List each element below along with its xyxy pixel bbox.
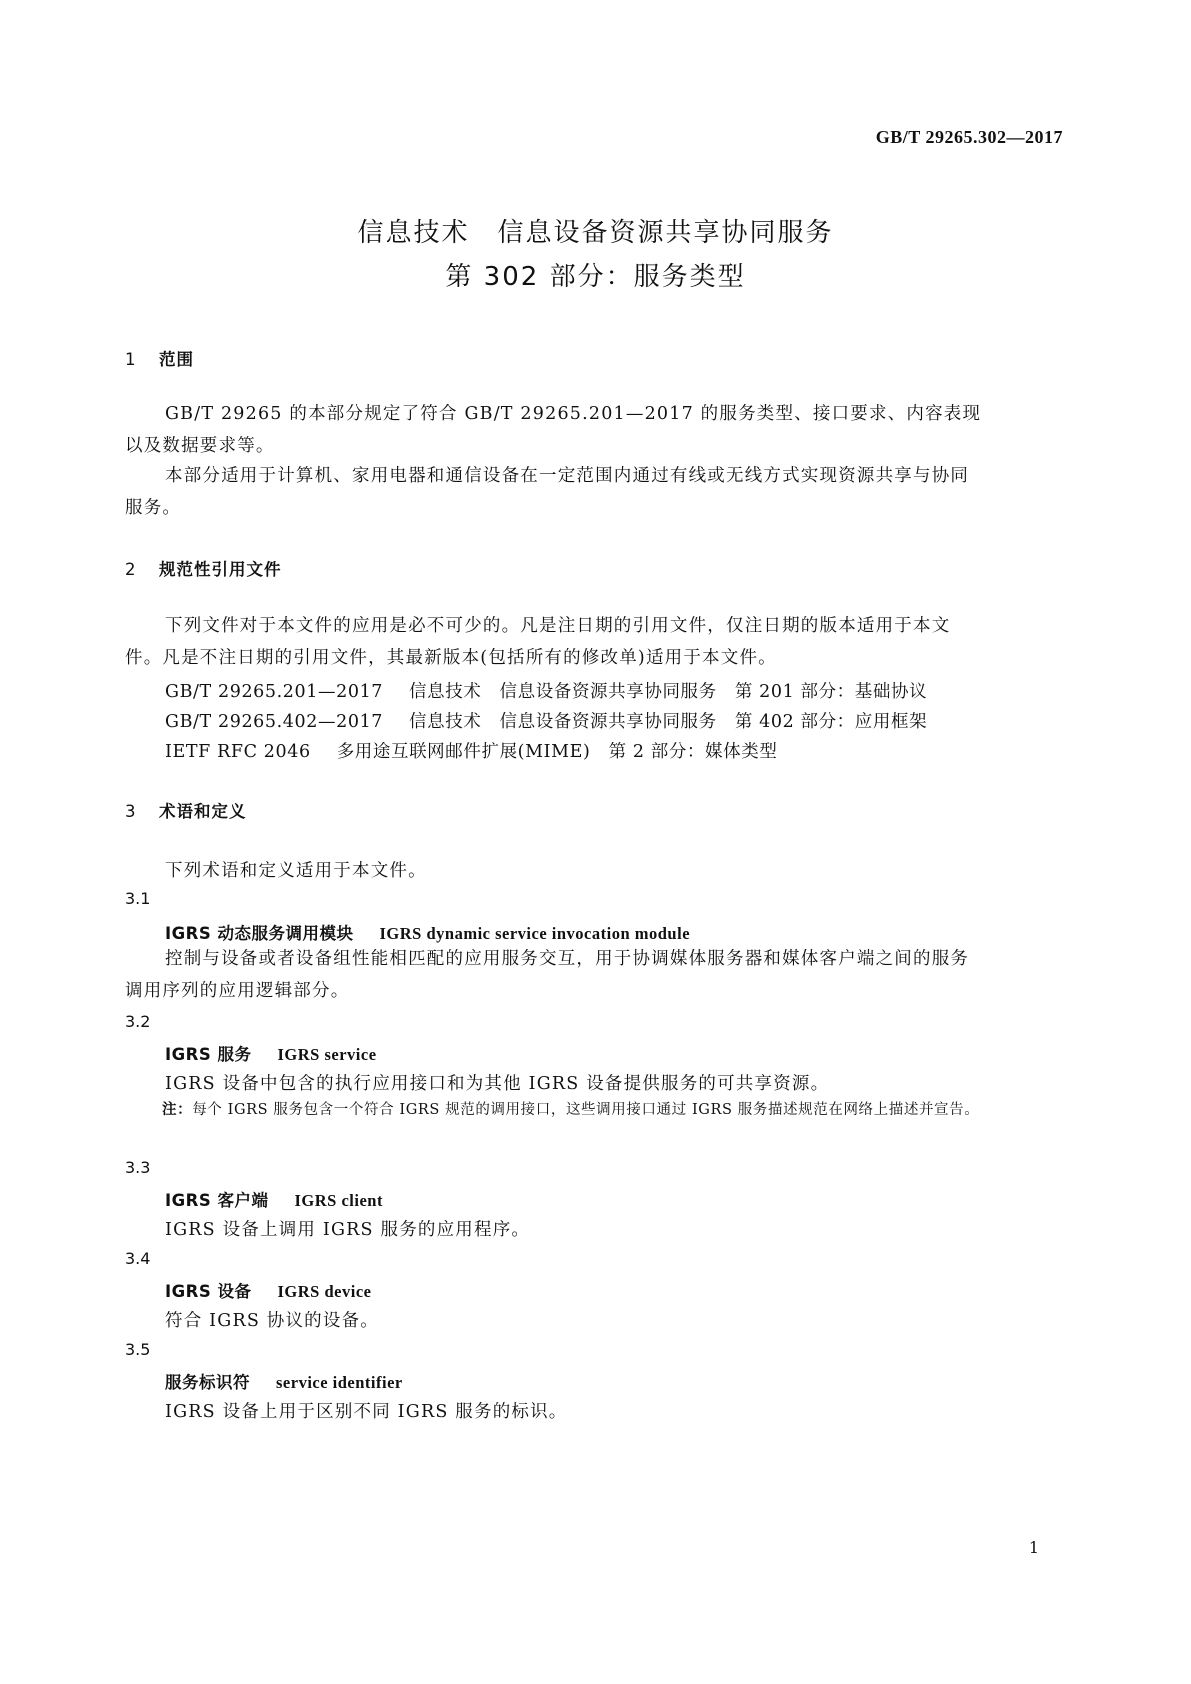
term-heading xyxy=(165,1369,403,1393)
term-zh: IGRS 动态服务调用模块 xyxy=(165,924,354,943)
reference-item xyxy=(165,738,777,763)
section-title: 术语和定义 xyxy=(159,802,247,821)
term-en: IGRS service xyxy=(277,1045,377,1064)
section-number: 2 xyxy=(125,560,137,579)
reference-code: GB/T 29265.201—2017 xyxy=(165,682,384,702)
note-label: 注： xyxy=(162,1102,193,1118)
term-heading xyxy=(165,1041,377,1065)
term-number: 3.4 xyxy=(125,1249,151,1268)
term-zh: IGRS 客户端 xyxy=(165,1191,269,1210)
term-heading xyxy=(165,1187,383,1211)
section-1-paragraph-1: GB/T 29265 的本部分规定了符合 GB/T 29265.201—2017 的服务类型、接口要求、内容表现以及数据要求等。 xyxy=(125,404,982,456)
term-en: IGRS client xyxy=(294,1191,383,1210)
section-3-heading xyxy=(125,798,247,822)
reference-title: 信息技术 信息设备资源共享协同服务 第 402 部分：应用框架 xyxy=(409,712,928,732)
term-zh: IGRS 服务 xyxy=(165,1045,252,1064)
reference-item xyxy=(165,708,927,733)
term-heading xyxy=(165,1278,371,1302)
term-definition: IGRS 设备中包含的执行应用接口和为其他 IGRS 设备提供服务的可共享资源。 xyxy=(165,1074,830,1094)
term-number: 3.5 xyxy=(125,1340,151,1359)
reference-title: 信息技术 信息设备资源共享协同服务 第 201 部分：基础协议 xyxy=(409,682,928,702)
standard-code: GB/T 29265.302—2017 xyxy=(875,127,1063,147)
section-title: 范围 xyxy=(159,350,194,369)
document-title-line2: 第 302 部分：服务类型 xyxy=(445,262,746,292)
term-definition: 控制与设备或者设备组性能相匹配的应用服务交互，用于协调媒体服务器和媒体客户端之间的服务调用序列的应用逻辑部分。 xyxy=(125,949,970,1001)
term-en: IGRS dynamic service invocation module xyxy=(379,924,691,943)
reference-code: GB/T 29265.402—2017 xyxy=(165,712,384,732)
term-zh: 服务标识符 xyxy=(165,1373,250,1392)
term-number: 3.1 xyxy=(125,889,151,908)
term-zh: IGRS 设备 xyxy=(165,1282,252,1301)
section-title: 规范性引用文件 xyxy=(159,560,282,579)
section-number: 1 xyxy=(125,350,137,369)
reference-title: 多用途互联网邮件扩展(MIME) 第 2 部分：媒体类型 xyxy=(336,742,778,762)
term-definition: IGRS 设备上调用 IGRS 服务的应用程序。 xyxy=(165,1220,531,1240)
term-number: 3.3 xyxy=(125,1158,151,1177)
section-2-paragraph: 下列文件对于本文件的应用是必不可少的。凡是注日期的引用文件，仅注日期的版本适用于本文件。凡是不注日期的引用文件，其最新版本(包括所有的修改单)适用于本文件。 xyxy=(125,616,951,668)
term-number: 3.2 xyxy=(125,1012,151,1031)
page-number: 1 xyxy=(1028,1538,1039,1557)
section-1-paragraph-2: 本部分适用于计算机、家用电器和通信设备在一定范围内通过有线或无线方式实现资源共享与协同服务。 xyxy=(125,466,970,518)
document-title-line1: 信息技术 信息设备资源共享协同服务 xyxy=(357,218,834,248)
term-heading xyxy=(165,920,690,944)
term-definition: 符合 IGRS 协议的设备。 xyxy=(165,1311,379,1331)
term-definition: IGRS 设备上用于区别不同 IGRS 服务的标识。 xyxy=(165,1402,568,1422)
section-2-heading xyxy=(125,556,282,580)
term-en: service identifier xyxy=(276,1373,403,1392)
section-1-heading xyxy=(125,346,194,370)
section-3-intro: 下列术语和定义适用于本文件。 xyxy=(165,861,427,881)
term-en: IGRS device xyxy=(277,1282,372,1301)
reference-item xyxy=(165,678,927,703)
note-text: 每个 IGRS 服务包含一个符合 IGRS 规范的调用接口，这些调用接口通过 IGRS 服务描述规范在网络上描述并宣告。 xyxy=(192,1102,980,1118)
section-number: 3 xyxy=(125,802,137,821)
term-note xyxy=(162,1097,1018,1123)
reference-code: IETF RFC 2046 xyxy=(165,742,311,762)
